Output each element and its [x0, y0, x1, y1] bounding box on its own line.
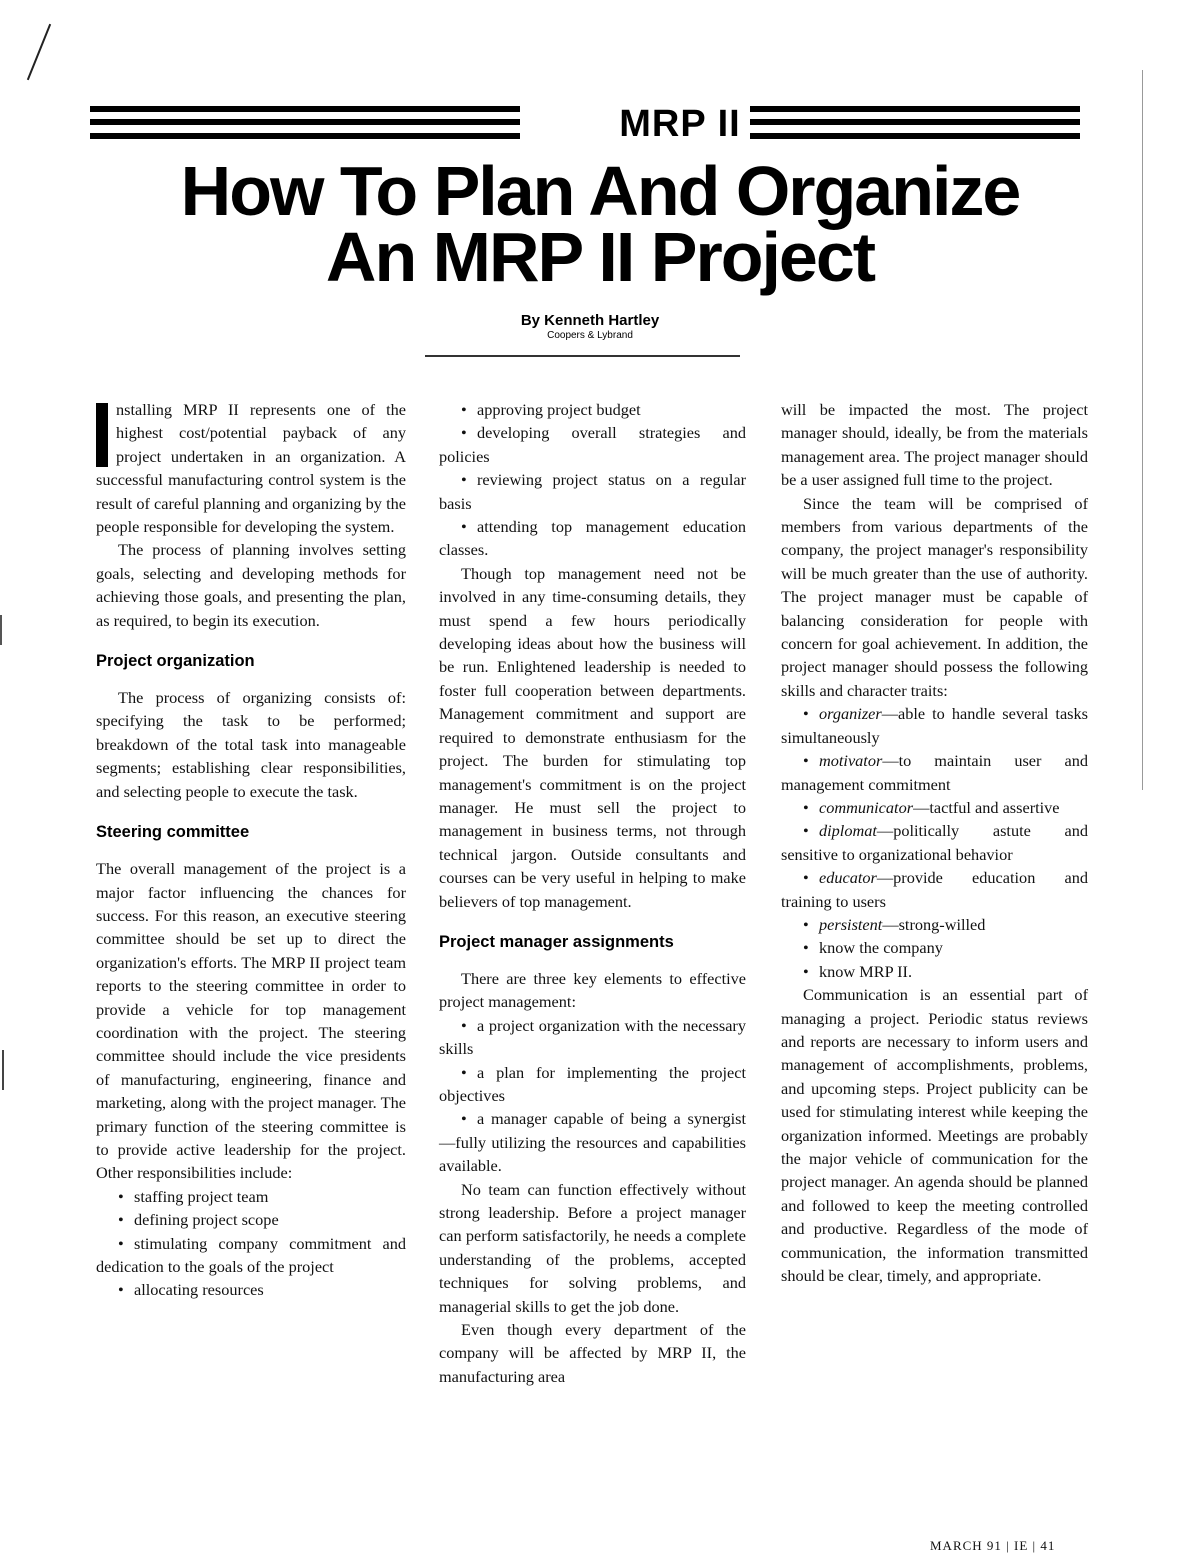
traits-list	[781, 702, 1088, 983]
scan-mark-left-paren	[2, 1050, 4, 1090]
header-rule-right	[750, 104, 1080, 144]
key-elements-paragraph: There are three key elements to effective project management:	[439, 968, 746, 1012]
list-item: • educator—provide education and training to users	[781, 868, 1088, 911]
list-item: • a manager capable of being a synergist—fully utilizing the resources and capabilities available.	[439, 1109, 746, 1176]
leadership-paragraph: No team can function effectively without strong leadership. Before a project manager can perform satisfactorily, he needs a complete understanding of the problems, accepted techniques for solving problems, and managerial skills to get the job done.	[439, 1179, 746, 1316]
scan-mark-slash	[27, 24, 51, 80]
list-item: • approving project budget	[461, 400, 641, 419]
key-elements-list	[439, 1014, 746, 1178]
list-item: • persistent—strong-willed	[803, 914, 986, 934]
list-item: • motivator—to maintain user and management commitment	[781, 751, 1088, 794]
department-paragraph: Even though every department of the company will be affected by MRP II, the manufacturing area	[439, 1320, 746, 1386]
section-label: MRP II	[619, 103, 741, 145]
steering-responsibilities-list	[96, 1185, 406, 1302]
header-rule-left	[90, 104, 520, 144]
list-item: • reviewing project status on a regular basis	[439, 470, 746, 513]
list-item: • communicator—tactful and assertive	[803, 797, 1060, 817]
title-line-1: How To Plan And Organize	[180, 152, 1020, 230]
list-item: • staffing project team	[118, 1186, 269, 1206]
column-2	[439, 398, 746, 1388]
list-item: • defining project scope	[118, 1210, 279, 1230]
heading-project-manager-assignments: Project manager assignments	[439, 932, 674, 951]
list-item: • organizer—able to handle several tasks simultaneously	[781, 704, 1088, 747]
article-title	[100, 152, 1100, 296]
steering-paragraph: The overall management of the project is a major factor influencing the chances for success. For this reason, an executive steering committee should be set up to direct the organization's efforts. The MRP II project team reports to the steering committee in order to provide a vehicle for top management coordination with the project. The steering committee should include the vice presidents of manufacturing, engineering, finance and marketing, along with the project manager. The primary function of the steering committee is to provide active leadership for the project. Other responsibilities include:	[96, 859, 406, 1183]
list-item: • a project organization with the necessary skills	[439, 1015, 746, 1059]
list-item: • attending top management education classes.	[439, 517, 746, 560]
column-1	[96, 398, 406, 1302]
list-item: • developing overall strategies and policies	[439, 423, 746, 466]
materials-paragraph: will be impacted the most. The project manager should, ideally, be from the materials management area. The project manager should be a user assigned full time to the project.	[781, 400, 1088, 490]
intro-text: nstalling MRP II represents one of the highest cost/potential payback of any project undertaken in an organization. A successful manufacturing control system is the result of careful planning and organizing by the people responsible for developing the system.	[96, 400, 406, 537]
responsibility-paragraph: Since the team will be comprised of members from various departments of the company, the project manager's responsibility will be much greater than the use of authority. The project manager must be capable of balancing consideration for people with concern for goal achievement. In addition, the project manager should possess the following skills and character traits:	[781, 493, 1088, 700]
page-folio: MARCH 91 | IE | 41	[930, 1538, 1056, 1553]
list-item: • know MRP II.	[803, 961, 913, 981]
steering-responsibilities-list-cont	[439, 398, 746, 562]
byline-rule	[425, 355, 740, 357]
drop-cap	[96, 403, 108, 467]
column-3	[781, 398, 1088, 1287]
title-line-2: An MRP II Project	[325, 218, 875, 296]
top-management-paragraph: Though top management need not be involved in any time-consuming details, they must spend a few hours periodically developing ideas about how the business will be run. Enlightened leadership is needed to foster full cooperation between departments. Management commitment and support are required to demonstrate enthusiasm for the project. The burden for stimulating top management's commitment is on the project manager. He must sell the project to management in business terms, not through technical jargon. Outside consultants and courses can be very useful in helping to make believers of top management.	[439, 563, 746, 911]
intro-paragraph	[96, 398, 406, 538]
heading-project-organization: Project organization	[96, 652, 255, 671]
list-item: • a plan for implementing the project objectives	[439, 1062, 746, 1105]
list-item: • allocating resources	[118, 1280, 264, 1300]
heading-steering-committee: Steering committee	[96, 823, 250, 842]
scan-mark-left-bracket	[0, 615, 2, 645]
list-item: • diplomat—politically astute and sensitive to organizational behavior	[781, 821, 1088, 864]
communication-paragraph: Communication is an essential part of managing a project. Periodic status reviews and reports are necessary to inform users and management of accomplishments, problems, and upcoming steps. Project publicity can be used for stimulating interest while keeping the organization informed. Meetings are probably the major vehicle of communication for the project manager. An agenda should be planned and followed to keep the meeting controlled and productive. Regardless of the mode of communication, the information transmitted should be clear, timely, and appropriate.	[781, 985, 1088, 1286]
organizing-paragraph: The process of organizing consists of: specifying the task to be performed; breakdown of the total task into manageable segments; establishing clear responsibilities, and selecting people to execute the task.	[96, 688, 406, 801]
byline	[390, 312, 790, 342]
list-item: • stimulating company commitment and dedication to the goals of the project	[96, 1233, 406, 1276]
scan-mark-right-edge	[1142, 70, 1143, 790]
planning-paragraph: The process of planning involves setting goals, selecting and developing methods for achieving those goals, and presenting the plan, as required, to begin its execution.	[96, 540, 406, 630]
author-affiliation: Coopers & Lybrand	[547, 330, 633, 341]
author-name: By Kenneth Hartley	[520, 312, 660, 329]
section-header-band	[90, 104, 1080, 144]
list-item: • know the company	[803, 938, 943, 958]
